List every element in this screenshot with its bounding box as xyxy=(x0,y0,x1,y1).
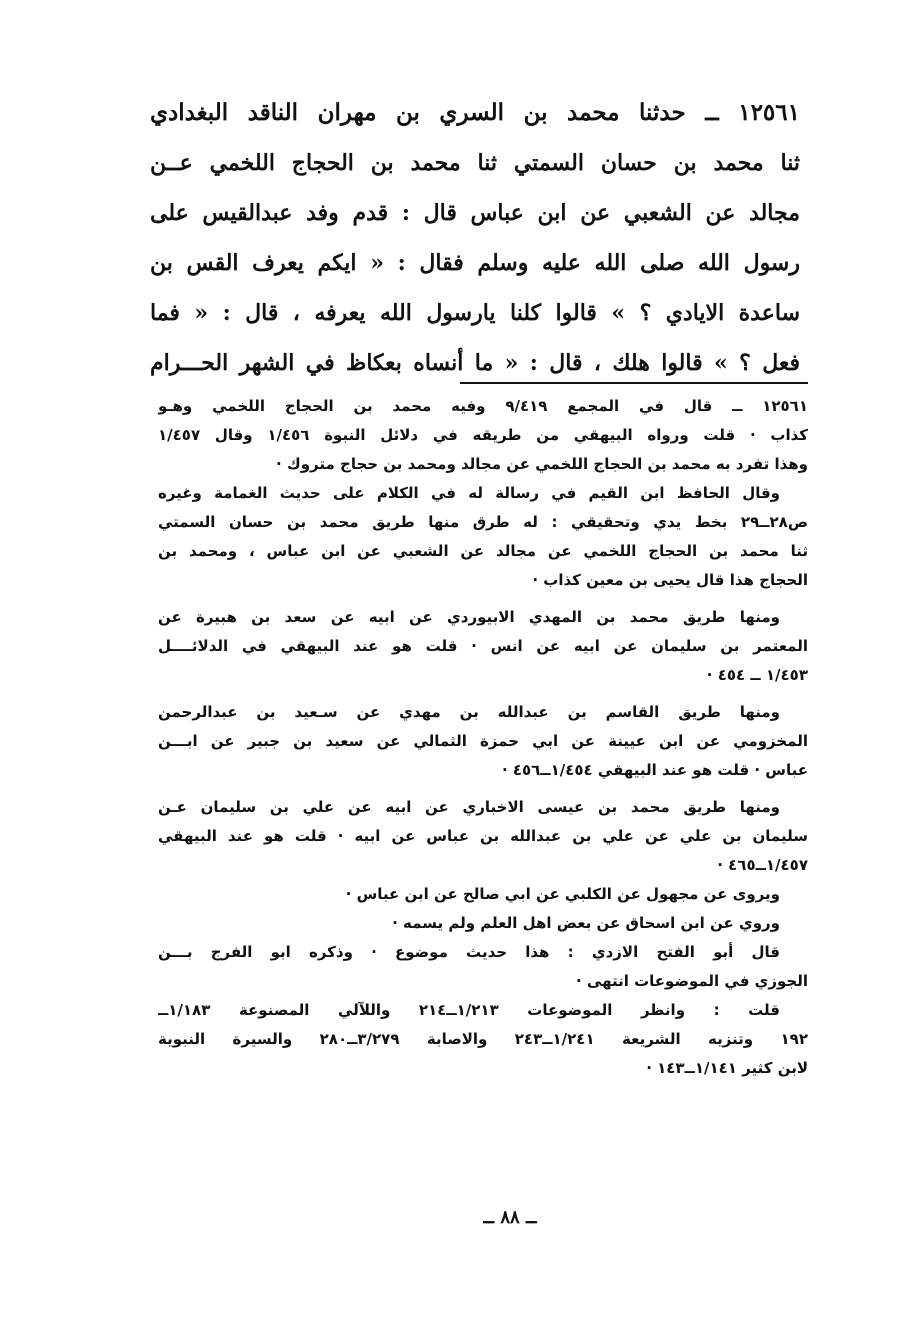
footnote-line: وقال الحافظ ابن القيم في رسالة له في الكلام على حديث الغمامة وغيره xyxy=(158,484,780,502)
hadith-line: ساعدة الايادي ؟ » قالوا كلنا يارسول الله يعرفه ، قال : « فما xyxy=(150,300,800,326)
footnote-line: الحجاج هذا قال يحيى بن معين كذاب · xyxy=(532,571,808,589)
footnote-line: ١/٤٥٣ ــ ٤٥٤ · xyxy=(706,666,808,684)
footnote-line: قال أبو الفتح الازدي : هذا حديث موضوع · وذكره ابو الفرج بـــن xyxy=(158,943,780,961)
footnote-line: عباس · قلت هو عند البيهقي ١/٤٥٤ــ٤٥٦ · xyxy=(501,761,808,779)
page-number: ــ ٨٨ ــ xyxy=(483,1207,537,1228)
footnote-line: ثنا محمد بن الحجاج اللخمي عن مجالد عن الشعبي عن ابن عباس ، ومحمد بن xyxy=(158,542,808,560)
footnote-line: وهذا تفرد به محمد بن الحجاج اللخمي عن مجالد ومحمد بن حجاج متروك · xyxy=(276,455,808,473)
footnote-line: وروي عن ابن اسحاق عن بعض اهل العلم ولم يسمه · xyxy=(392,914,780,932)
footnote-line: ١٩٢ وتنزيه الشريعة ١/٢٤١ــ٢٤٣ والاصابة ٣/٢٧٩ــ٢٨٠ والسيرة النبوية xyxy=(158,1030,808,1048)
hadith-line: فعل ؟ » قالوا هلك ، قال : « ما أنساه بعكاظ في الشهر الحـــرام xyxy=(150,350,800,376)
footnote-line: ١/٤٥٧ــ٤٦٥ · xyxy=(717,856,808,874)
footnote-line: ومنها طريق محمد بن المهدي الابيوردي عن ابيه عن سعد بن هبيرة عن xyxy=(158,608,780,626)
paragraph-gap xyxy=(158,690,808,698)
footnote-line: سليمان بن علي عن علي بن عبدالله بن عباس عن ابيه · قلت هو عند البيهقي xyxy=(158,827,808,845)
footnote-line: المعتمر بن سليمان عن ابيه عن انس · قلت هو عند البيهقي في الدلائــــل xyxy=(158,637,808,655)
footnotes xyxy=(158,392,808,1083)
footnote-divider xyxy=(460,382,808,384)
footnote-line: قلت : وانظر الموضوعات ١/٢١٣ــ٢١٤ واللآلي المصنوعة ١/١٨٣ــ xyxy=(158,1001,780,1019)
footnote-line: ويروى عن مجهول عن الكلبي عن ابي صالح عن ابن عباس · xyxy=(345,885,780,903)
hadith-line: ١٢٥٦١ ــ حدثنا محمد بن السري بن مهران الناقد البغدادي xyxy=(150,99,800,126)
paragraph-gap xyxy=(158,595,808,603)
footnote-line: ص٢٨ــ٢٩ بخط يدي وتحقيقي : له طرق منها طريق محمد بن حسان السمتي xyxy=(158,513,808,531)
paragraph-gap xyxy=(158,785,808,793)
footnote-line: ١٢٥٦١ ــ قال في المجمع ٩/٤١٩ وفيه محمد بن الحجاج اللخمي وهـو xyxy=(158,397,808,415)
footnote-line: كذاب · قلت ورواه البيهقي من طريقه في دلائل النبوة ١/٤٥٦ وقال ١/٤٥٧ xyxy=(158,426,808,444)
footnote-line: لابن كثير ١/١٤١ــ١٤٣ · xyxy=(646,1059,808,1077)
hadith-line: ثنا محمد بن حسان السمتي ثنا محمد بن الحجاج اللخمي عــن xyxy=(150,150,800,176)
footnote-line: ومنها طريق محمد بن عيسى الاخباري عن ابيه عن علي بن سليمان عـن xyxy=(158,798,780,816)
footnote-line: ومنها طريق القاسم بن عبدالله بن مهدي عن سـعيد بن عبدالرحمن xyxy=(158,703,780,721)
hadith-line: رسول الله صلى الله عليه وسلم فقال : « ايكم يعرف القس بن xyxy=(150,250,800,276)
hadith-text xyxy=(150,88,800,388)
hadith-line: مجالد عن الشعبي عن ابن عباس قال : قدم وفد عبدالقيس على xyxy=(150,200,800,226)
footnote-line: المخزومي عن ابن عيينة عن ابي حمزة الثمالي عن سعيد بن جبير عن ابـــن xyxy=(158,732,808,750)
footnote-line: الجوزي في الموضوعات انتهى · xyxy=(575,972,808,990)
